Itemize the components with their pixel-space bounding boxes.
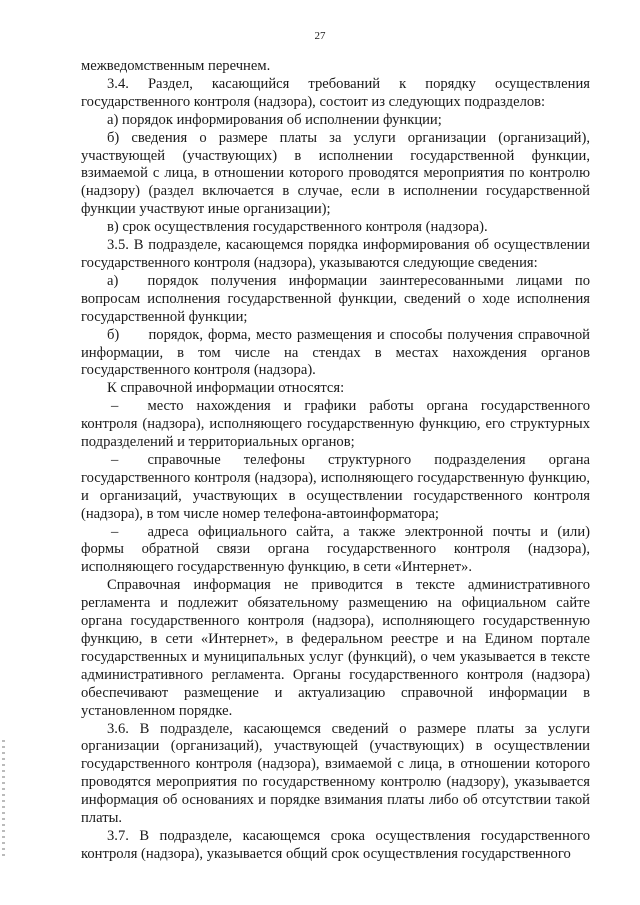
dash-item-website: – адреса официального сайта, а также электронной почты и (или) формы обратной связи органа государственного контроля (надзора), исполняющего государственную функцию, в сети «Интернет». [81,523,590,576]
document-body [81,58,590,864]
list-item-a: а) порядок получения информации заинтересованными лицами по вопросам исполнения государственной функции, сведений о ходе исполнения государственной функции; [81,272,590,325]
paragraph-3-6: 3.6. В подразделе, касающемся сведений о размере платы за услуги организации (организаций), участвующей (участвующих) в осуществлении государственного контроля (надзора), взимаемой с лица, в отношении которого проводятся мероприятия по государственному контролю (надзору), указывается информация об основаниях и порядке взимания платы либо об отсутствии такой платы. [81,720,590,827]
dash-item-phones: – справочные телефоны структурного подразделения органа государственного контроля (надзора), исполняющего государственную функцию, и организаций, участвующих в осуществлении государственного контроля (надзора), в том числе номер телефона-автоинформатора; [81,451,590,522]
paragraph-3-7: 3.7. В подразделе, касающемся срока осуществления государственного контроля (надзора), указывается общий срок осуществления государственного [81,827,590,862]
subitem-v-term: в) срок осуществления государственного контроля (надзора). [107,219,488,236]
page-number: 27 [314,30,326,42]
subitem-a-informing: а) порядок информирования об исполнении функции; [107,111,442,128]
reference-info-intro: К справочной информации относятся: [107,380,345,397]
scan-edge-marks [2,740,5,860]
subitem-b-fee-info: б) сведения о размере платы за услуги организации (организаций), участвующей (участвующих) в исполнении государственной функции, взимаемой с лица, в отношении которого проводятся мероприятия по контролю (надзору) (раздел включается в случае, если в исполнении государственной функции участвуют иные организации); [81,129,590,218]
list-item-b: б) порядок, форма, место размещения и способы получения справочной информации, в том числе на стендах в местах нахождения органов государственного контроля (надзора). [81,326,590,379]
dash-item-location: – место нахождения и графики работы органа государственного контроля (надзора), исполняющего государственную функцию, его структурных подразделений и территориальных органов; [81,398,590,451]
paragraph-reference-info: Справочная информация не приводится в тексте административного регламента и подлежит обязательному размещению на официальном сайте органа государственного контроля (надзора), исполняющего государственную функцию, в сети «Интернет», в федеральном реестре и на Едином портале государственных и муниципальных услуг (функций), о чем указывается в тексте административного регламента. Органы государственного контроля (надзора) обеспечивают размещение и актуализацию справочной информации в установленном порядке. [81,577,590,719]
paragraph-continuation: межведомственным перечнем. [81,58,271,74]
paragraph-3-5: 3.5. В подразделе, касающемся порядка информирования об осуществлении государственного контроля (надзора), указываются следующие сведения: [81,237,590,271]
paragraph-3-4: 3.4. Раздел, касающийся требований к порядку осуществления государственного контроля (надзора), состоит из следующих подразделов: [81,75,590,110]
